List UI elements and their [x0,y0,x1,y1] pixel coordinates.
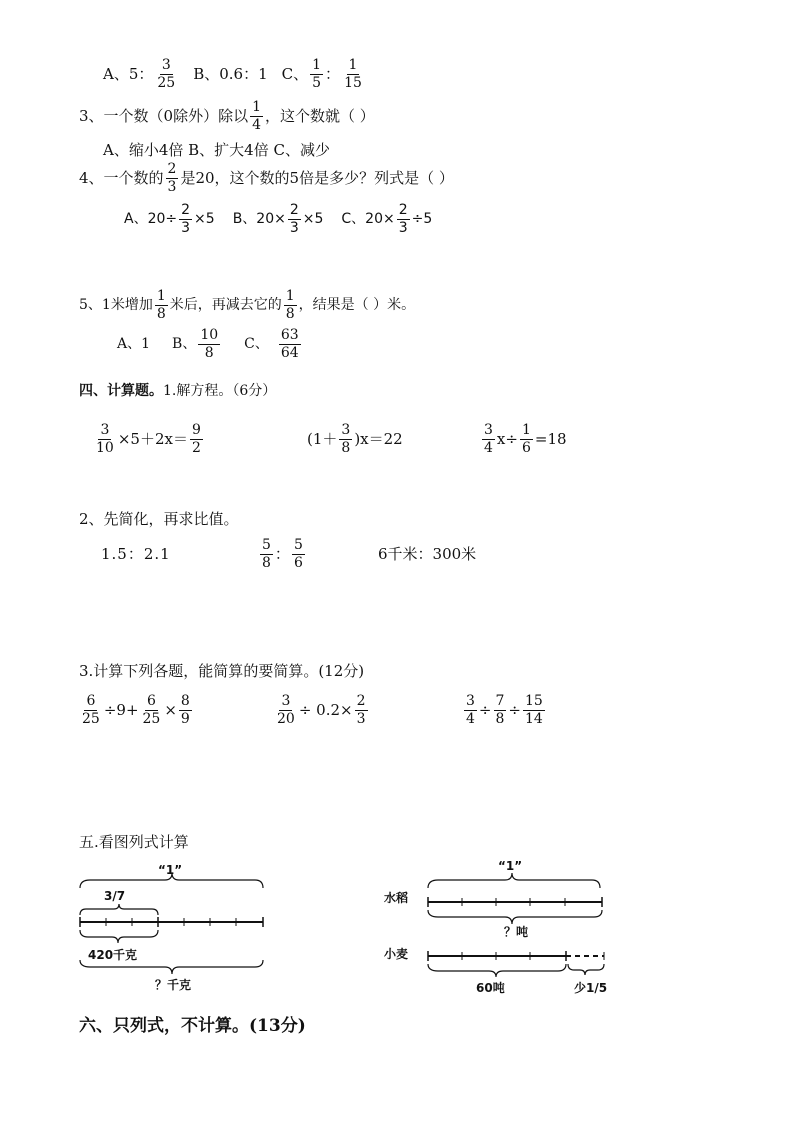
fraction: $\frac{3}{25}$ [157,57,176,91]
question-4-options: A、20÷ $\frac{2}{3}$ ×5 B、20× $\frac{2}{3}$ ×5 C、20× $\frac{2}{3}$ ÷5 [124,202,433,236]
calc-question-title: 3.计算下列各题，能简算的要简算。(12分) [79,662,365,680]
ratio-question-title: 2、先简化，再求比值。 [79,510,239,528]
wheat-label: 小麦 [384,947,409,961]
fraction: $\frac{2}{3}$ [167,161,177,195]
section-5-heading: 五.看图列式计算 [79,833,189,851]
question-3: 3、一个数（0除外）除以 $\frac{1}{4}$ ，这个数就（ ） [79,99,375,133]
fraction: $\frac{1}{5}$ [312,57,322,91]
equation-1: $\frac{3}{10}$ ×5＋2x＝ $\frac{9}{2}$ [96,422,201,456]
section-6-heading: 六、只列式，不计算。(13分) [79,1016,306,1036]
ratio-1: 1.5：2.1 [101,545,171,563]
left-kg-label: 420千克 [88,948,138,962]
left-fraction-label: 3/7 [104,889,126,903]
ratio-2: $\frac{5}{8}$ ： $\frac{5}{6}$ [262,537,303,571]
rice-label: 水稻 [384,891,409,905]
fraction: $\frac{1}{4}$ [252,99,262,133]
question-3-options: A、缩小4倍 B、扩大4倍 C、减少 [103,141,330,159]
equation-2: (1＋ $\frac{3}{8}$ )x＝22 [307,422,403,456]
calc-expression-1: $\frac{6}{25}$ ÷9+ $\frac{6}{25}$ × $\frac{8}{9}$ [82,693,190,727]
question-4: 4、一个数的 $\frac{2}{3}$ 是20，这个数的5倍是多少？列式是（ ） [79,161,454,195]
section-4-heading: 四、计算题。 1.解方程。（6分） [79,383,277,399]
calc-expression-3: $\frac{3}{4}$ ÷ $\frac{7}{8}$ ÷ $\frac{15}{14}$ [466,693,543,727]
wheat-tons-label: 60吨 [476,981,505,995]
right-whole-label: “1” [498,859,523,873]
calc-expression-2: $\frac{3}{20}$ ÷ 0.2× $\frac{2}{3}$ [277,693,366,727]
option-b: B、0.6：1 [193,64,268,83]
left-question-label: ？千克 [155,978,192,992]
question-5-options: A、1 B、 $\frac{10}{8}$ C、 $\frac{63}{64}$ [117,327,299,361]
q2-options: A、5： $\frac{3}{25}$ B、0.6：1 C、 $\frac{1}{5}$ ： $\frac{1}{15}$ [103,57,362,91]
question-5: 5、1米增加 $\frac{1}{8}$ 米后，再减去它的 $\frac{1}{8}$ ，结果是（ ）米。 [79,288,416,322]
rice-question-label: ？吨 [504,925,529,939]
ratio-3: 6千米：300米 [378,545,477,563]
fraction: $\frac{1}{15}$ [344,57,362,91]
wheat-less-label: 少1/5 [574,981,608,995]
option-a: A、5： [103,64,154,83]
option-c: C、 [281,64,309,83]
equation-3: $\frac{3}{4}$ x÷ $\frac{1}{6}$ =18 [484,422,567,456]
left-whole-label: “1” [158,863,183,877]
